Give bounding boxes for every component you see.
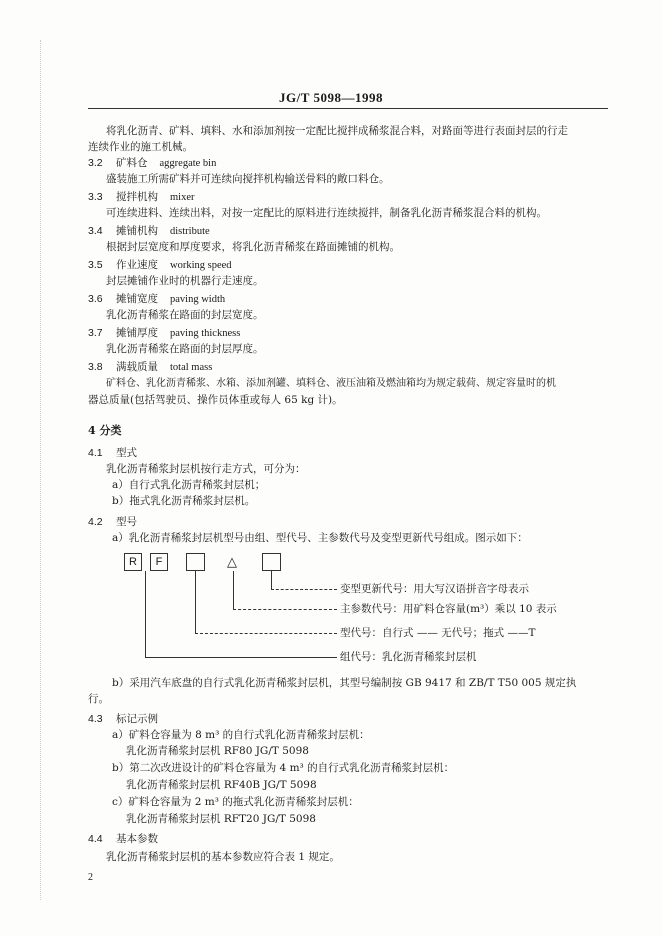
term-heading [116,156,216,171]
term-definition: 可连续进料、连续出料，对按一定配比的原料进行连续搅拌，制备乳化沥青稀浆混合料的机构。 [106,207,547,219]
subsection-number: 4.1 [88,447,103,459]
code-box-f: F [150,553,168,571]
term-number: 3.6 [88,293,103,305]
subsection-title: 型号 [116,516,137,528]
subsection-number: 4.3 [88,713,103,725]
term-en: mixer [170,192,195,203]
code-box-type [186,553,205,571]
term-en: aggregate bin [159,158,217,169]
term-definition: 盛装施工所需矿料并可连续向搅拌机构输送骨料的敞口料仓。 [106,173,390,185]
term-heading [116,190,195,205]
leader-line [233,609,337,610]
page-header: JG/T 5098—1998 [279,90,383,105]
leader-line [145,657,337,658]
label-main-param: 主参数代号：用矿料仓容量(m³）乘以 10 表示 [340,603,557,615]
list-item: b）拖式乳化沥青稀浆封层机。 [112,495,256,507]
example-marking: 乳化沥青稀浆封层机 RFT20 JG/T 5098 [126,813,316,825]
subsection-number: 4.4 [88,833,103,845]
term-heading [116,292,225,307]
list-item: a）矿料仓容量为 8 m³ 的自行式乳化沥青稀浆封层机： [112,729,370,741]
leader-line [271,589,337,590]
list-item: c）矿料仓容量为 2 m³ 的拖式乳化沥青稀浆封层机： [112,796,359,808]
paragraph: 乳化沥青稀浆封层机按行走方式，可分为： [106,463,306,475]
term-number: 3.3 [88,191,103,203]
term-cn: 摊铺机构 [116,225,158,237]
term-cn: 作业速度 [116,259,158,271]
subsection-title: 标记示例 [116,713,158,725]
example-marking: 乳化沥青稀浆封层机 RF40B JG/T 5098 [126,779,317,791]
list-item-cont: 行。 [88,693,109,705]
term-heading [116,326,240,341]
triangle-symbol: △ [227,555,237,570]
leader-line [195,633,337,634]
leader-line [145,571,146,657]
term-heading [116,360,212,375]
term-cn: 满载质量 [116,361,158,373]
leader-line [271,571,272,589]
term-heading [116,258,232,273]
section-title: 4 分类 [88,424,122,437]
term-definition: 矿料仓、乳化沥青稀浆、水箱、添加剂罐、填料仓、液压油箱及燃油箱均为规定载荷、规定容量时的机 [106,378,556,389]
paragraph: 乳化沥青稀浆封层机的基本参数应符合表 1 规定。 [106,851,340,863]
code-box-r: R [124,553,142,571]
header-rule [88,108,608,109]
list-item: b）采用汽车底盘的自行式乳化沥青稀浆封层机，其型号编制按 GB 9417 和 ZB/T T50 005 规定执 [112,677,577,689]
term-en: paving width [170,294,226,305]
page-number: 2 [88,872,93,883]
list-item: a）自行式乳化沥青稀浆封层机； [112,479,266,491]
code-box-variant [262,553,281,571]
term-number: 3.4 [88,225,103,237]
term-en: total mass [170,362,213,373]
leader-line [195,571,196,633]
term-number: 3.7 [88,327,103,339]
term-definition: 根据封层宽度和厚度要求，将乳化沥青稀浆在路面摊铺的机构。 [106,241,400,253]
scan-margin [40,40,41,900]
subsection-title: 型式 [116,447,137,459]
term-en: distribute [170,226,210,237]
label-variant-code: 变型更新代号：用大写汉语拼音字母表示 [340,583,529,595]
label-group-code: 组代号：乳化沥青稀浆封层机 [340,651,477,663]
example-marking: 乳化沥青稀浆封层机 RF80 JG/T 5098 [126,745,309,757]
term-number: 3.8 [88,361,103,373]
term-definition: 乳化沥青稀浆在路面的封层宽度。 [106,309,264,321]
intro-line-1: 将乳化沥青、矿料、填料、水和添加剂按一定配比搅拌成稀浆混合料，对路面等进行表面封层的行走 [106,125,568,137]
term-heading [116,224,210,239]
term-en: paving thickness [170,328,241,339]
term-definition-cont: 器总质量(包括驾驶员、操作员体重或每人 65 kg 计)。 [88,394,343,406]
list-item: a）乳化沥青稀浆封层机型号由组、型代号、主参数代号及变型更新代号组成。图示如下： [112,532,528,544]
term-cn: 摊铺宽度 [116,293,158,305]
label-type-code: 型代号：自行式 —— 无代号；拖式 ——T [340,627,536,639]
intro-line-2: 连续作业的施工机械。 [88,141,193,153]
leader-line [233,571,234,609]
subsection-number: 4.2 [88,516,103,528]
term-number: 3.5 [88,259,103,271]
term-cn: 矿料仓 [116,157,148,169]
term-en: working speed [170,260,232,271]
term-cn: 搅拌机构 [116,191,158,203]
term-number: 3.2 [88,157,103,169]
subsection-title: 基本参数 [116,833,158,845]
list-item: b）第二次改进设计的矿料仓容量为 4 m³ 的自行式乳化沥青稀浆封层机： [112,762,455,774]
term-definition: 封层摊铺作业时的机器行走速度。 [106,275,264,287]
term-definition: 乳化沥青稀浆在路面的封层厚度。 [106,343,264,355]
term-cn: 摊铺厚度 [116,327,158,339]
